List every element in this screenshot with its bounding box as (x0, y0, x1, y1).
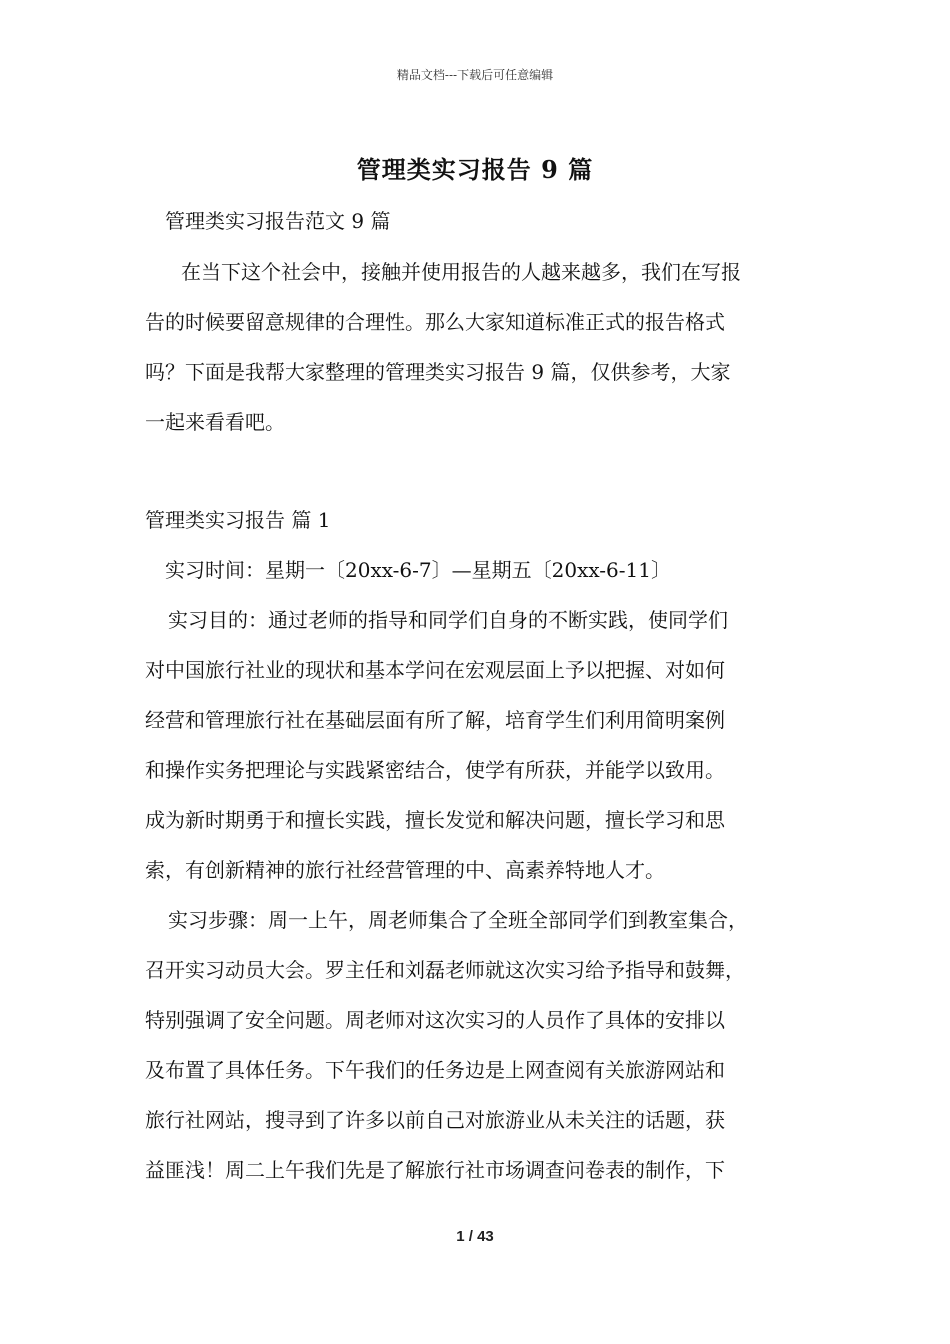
paragraph-line: 成为新时期勇于和擅长实践，擅长发觉和解决问题，擅长学习和思 (145, 808, 725, 832)
paragraph-line: 和操作实务把理论与实践紧密结合，使学有所获，并能学以致用。 (145, 758, 725, 782)
paragraph-line: 索，有创新精神的旅行社经营管理的中、高素养特地人才。 (145, 858, 665, 882)
paragraph-line: 在当下这个社会中，接触并使用报告的人越来越多，我们在写报 (181, 260, 741, 284)
paragraph-line: 旅行社网站，搜寻到了许多以前自己对旅游业从未关注的话题，获 (145, 1108, 725, 1132)
paragraph-line: 对中国旅行社业的现状和基本学问在宏观层面上予以把握、对如何 (145, 658, 725, 682)
document-title: 管理类实习报告 9 篇 (356, 155, 594, 184)
page-number: 1 / 43 (456, 1228, 494, 1245)
section-heading: 管理类实习报告 篇 1 (145, 508, 331, 532)
paragraph-line: 实习时间：星期一〔20xx-6-7〕—星期五〔20xx-6-11〕 (165, 558, 671, 582)
paragraph-line: 及布置了具体任务。下午我们的任务边是上网查阅有关旅游网站和 (145, 1058, 725, 1082)
subtitle: 管理类实习报告范文 9 篇 (165, 209, 391, 233)
paragraph-line: 告的时候要留意规律的合理性。那么大家知道标准正式的报告格式 (145, 310, 725, 334)
paragraph-line: 召开实习动员大会。罗主任和刘磊老师就这次实习给予指导和鼓舞， (145, 958, 745, 982)
paragraph-line: 吗？下面是我帮大家整理的管理类实习报告 9 篇，仅供参考，大家 (145, 360, 731, 384)
paragraph-line: 实习步骤：周一上午，周老师集合了全班全部同学们到教室集合， (168, 908, 748, 932)
paragraph-line: 益匪浅！周二上午我们先是了解旅行社市场调查问卷表的制作，下 (145, 1158, 725, 1182)
paragraph-line: 实习目的：通过老师的指导和同学们自身的不断实践，使同学们 (168, 608, 728, 632)
paragraph-line: 特别强调了安全问题。周老师对这次实习的人员作了具体的安排以 (145, 1008, 725, 1032)
paragraph-line: 经营和管理旅行社在基础层面有所了解，培育学生们利用简明案例 (145, 708, 725, 732)
page-header: 精品文档---下载后可任意编辑 (396, 68, 554, 82)
paragraph-line: 一起来看看吧。 (145, 410, 285, 434)
